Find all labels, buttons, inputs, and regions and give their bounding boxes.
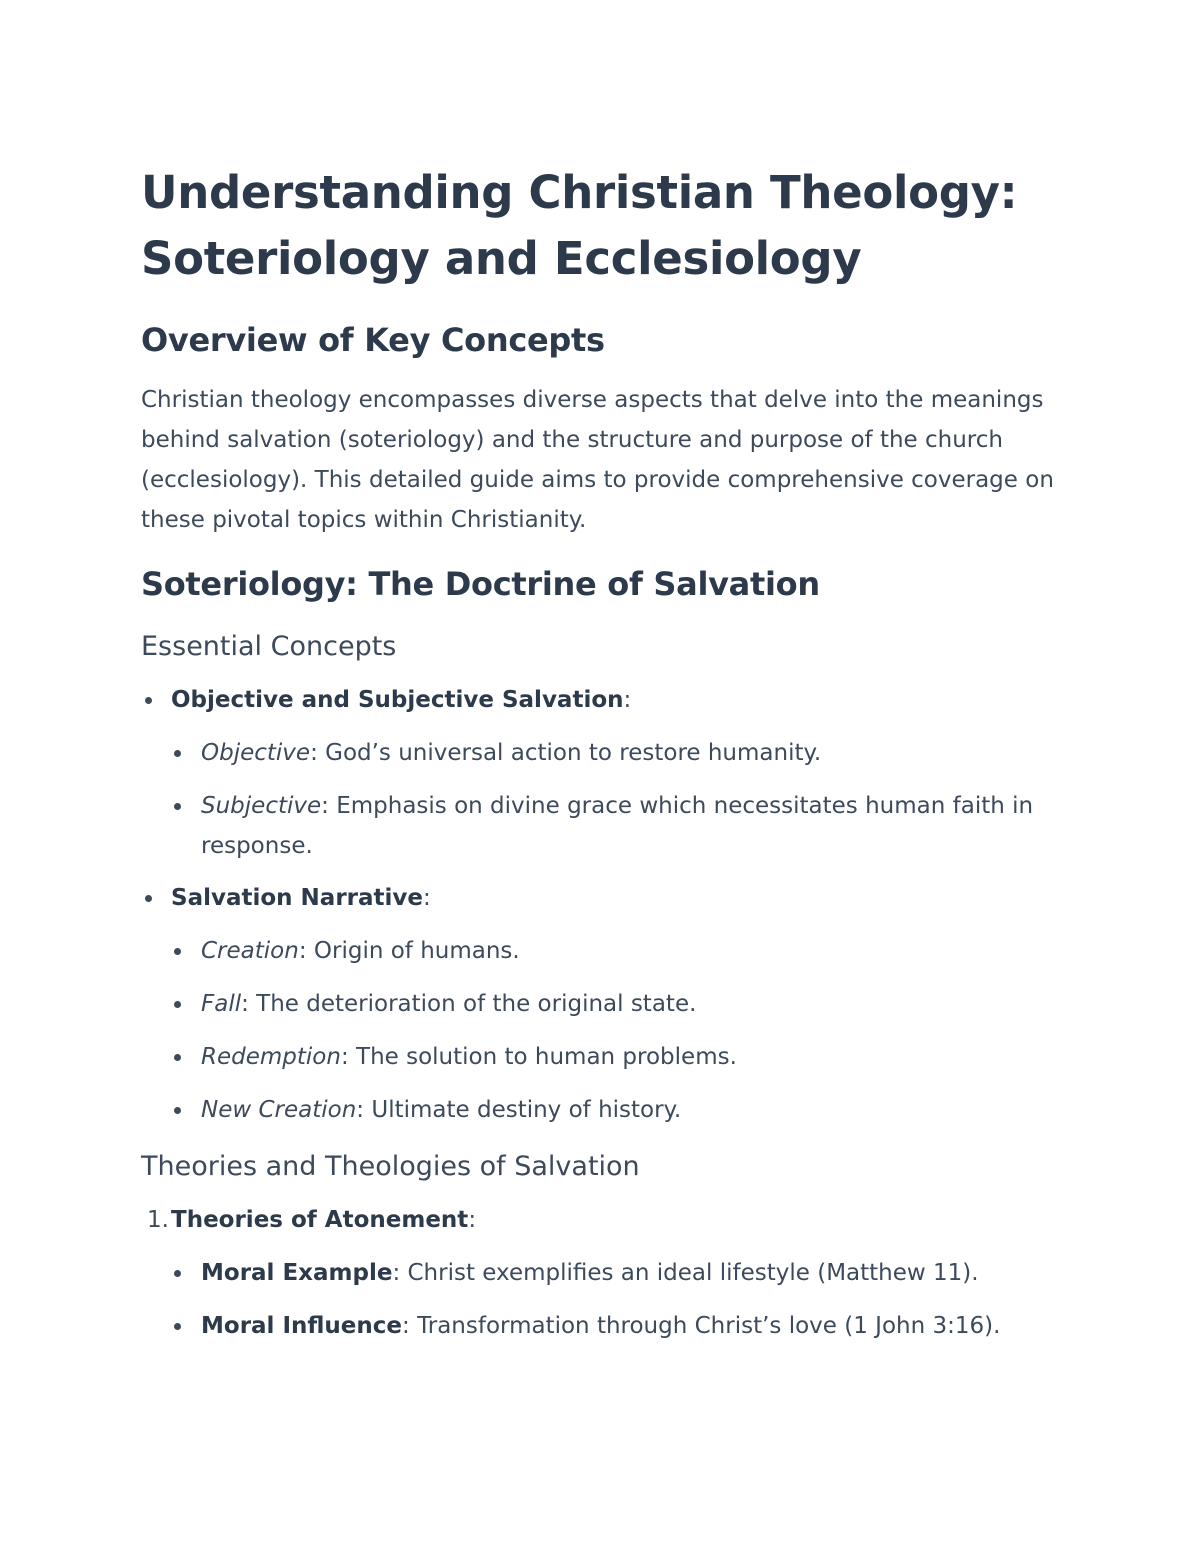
- sub-list-item-term: Moral Influence: [201, 1313, 403, 1339]
- sub-list-item-text: : Transformation through Christ’s love (1 John 3:16).: [402, 1313, 1001, 1339]
- theories-heading: Theories and Theologies of Salvation: [141, 1151, 640, 1182]
- overview-paragraph: Christian theology encompasses diverse aspects that delve into the meanings behind salvation (soteriology) and the structure and purpose of the church (ecclesiology). This detailed guide aims to provide comprehensive coverage on these pivotal topics within Christianity.: [141, 387, 1054, 533]
- sub-list-item-term: Objective: [201, 740, 311, 766]
- list-item-label: Salvation Narrative: [171, 885, 423, 911]
- list-item: [141, 680, 1061, 720]
- list-item-suffix: :: [468, 1207, 477, 1233]
- sub-list-item: [141, 984, 1061, 1024]
- sub-list-item: [141, 1253, 1061, 1293]
- essential-concepts-heading: Essential Concepts: [141, 631, 397, 662]
- sub-list-item-text: : God’s universal action to restore humanity.: [310, 740, 822, 766]
- sub-list-item: [141, 786, 1061, 866]
- sub-list-item-text: : Ultimate destiny of history.: [356, 1097, 682, 1123]
- document-page: [141, 160, 1061, 1346]
- sub-list-item-text: : The deterioration of the original state.: [241, 991, 697, 1017]
- sub-list-item-term: Subjective: [201, 793, 322, 819]
- sub-list-item: [141, 1306, 1061, 1346]
- sub-list-item-term: Fall: [201, 991, 242, 1017]
- sub-list-item-term: New Creation: [201, 1097, 357, 1123]
- list-item-suffix: :: [623, 687, 632, 713]
- numbered-list-item: [141, 1200, 1061, 1240]
- overview-heading: Overview of Key Concepts: [141, 321, 605, 359]
- sub-list-item-text: : Christ exemplifies an ideal lifestyle (Matthew 11).: [392, 1260, 979, 1286]
- list-item-suffix: :: [423, 885, 431, 911]
- document-title: Understanding Christian Theology: Soteriology and Ecclesiology: [141, 166, 1018, 285]
- theories-list: [141, 1200, 1061, 1346]
- essential-concepts-list: [141, 680, 1061, 1130]
- sub-list-item: [141, 1090, 1061, 1130]
- sub-list-item-term: Creation: [201, 938, 299, 964]
- sub-list-item: [141, 931, 1061, 971]
- sub-list-item-text: : Origin of humans.: [298, 938, 520, 964]
- list-item-label: Theories of Atonement: [171, 1207, 469, 1233]
- sub-list-item-term: Moral Example: [201, 1260, 393, 1286]
- list-item: [141, 878, 1061, 918]
- sub-list-item-text: : Emphasis on divine grace which necessitates human faith in response.: [201, 793, 1034, 859]
- sub-list-item-term: Redemption: [201, 1044, 341, 1070]
- sub-list-item: [141, 1037, 1061, 1077]
- sub-list-item: [141, 733, 1061, 773]
- soteriology-heading: Soteriology: The Doctrine of Salvation: [141, 565, 820, 603]
- sub-list-item-text: : The solution to human problems.: [340, 1044, 737, 1070]
- list-number: 1.: [147, 1207, 169, 1233]
- list-item-label: Objective and Subjective Salvation: [171, 687, 624, 713]
